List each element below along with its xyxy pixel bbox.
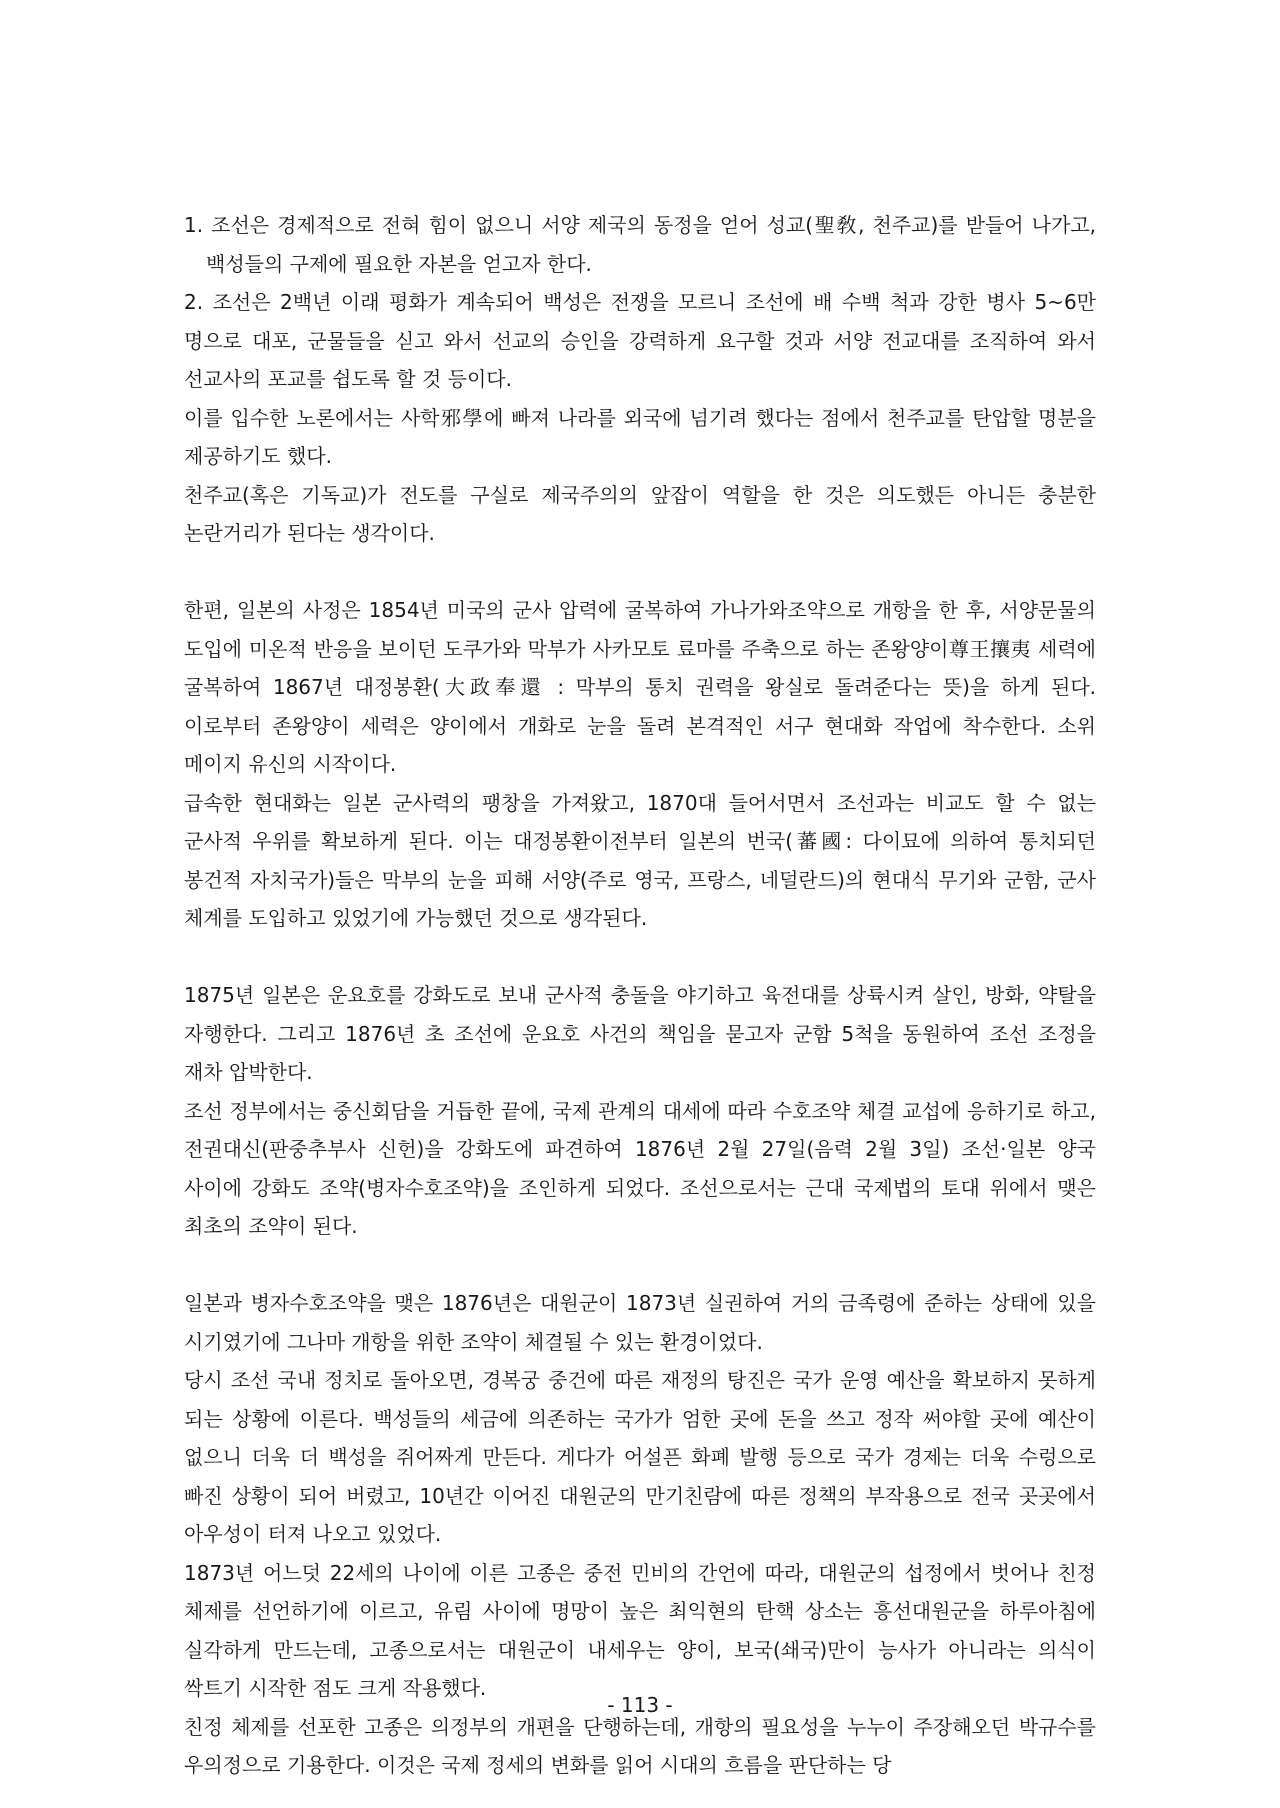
paragraph-gap — [184, 1246, 1096, 1285]
paragraph-item-2: 2. 조선은 2백년 이래 평화가 계속되어 백성은 전쟁을 모르니 조선에 배 수백 척과 강한 병사 5~6만 명으로 대포, 군물들을 싣고 와서 선교의 승인을 강력하게 요구할 것과 서양 전교대를 조직하여 와서 선교사의 포교를 쉽도록 할 것 등이다. — [184, 290, 1096, 391]
paragraph: 일본과 병자수호조약을 맺은 1876년은 대원군이 1873년 실권하여 거의 금족령에 준하는 상태에 있을 시기였기에 그나마 개항을 위한 조약이 체결될 수 있는 환경이었다. — [184, 1291, 1096, 1354]
paragraph: 이를 입수한 노론에서는 사학邪學에 빠져 나라를 외국에 넘기려 했다는 점에서 천주교를 탄압할 명분을 제공하기도 했다. — [184, 405, 1096, 468]
paragraph: 1875년 일본은 운요호를 강화도로 보내 군사적 충돌을 야기하고 육전대를 상륙시켜 살인, 방화, 약탈을 자행한다. 그리고 1876년 초 조선에 운요호 사건의 책임을 묻고자 군함 5척을 동원하여 조선 조정을 재차 압박한다. — [184, 983, 1096, 1084]
paragraph: 급속한 현대화는 일본 군사력의 팽창을 가져왔고, 1870대 들어서면서 조선과는 비교도 할 수 없는 군사적 우위를 확보하게 된다. 이는 대정봉환이전부터 일본의 번국(蕃國: 다이묘에 의하여 통치되던 봉건적 자치국가)들은 막부의 눈을 피해 서양(주로 영국, 프랑스, 네덜란드)의 현대식 무기와 군함, 군사 체계를 도입하고 있었기에 가능했던 것으로 생각된다. — [184, 790, 1096, 930]
page-number: - 113 - — [607, 1693, 673, 1717]
paragraph-gap — [184, 938, 1096, 977]
paragraph: 당시 조선 국내 정치로 돌아오면, 경복궁 중건에 따른 재정의 탕진은 국가 운영 예산을 확보하지 못하게 되는 상황에 이른다. 백성들의 세금에 의존하는 국가가 엄한 곳에 돈을 쓰고 정작 써야할 곳에 예산이 없으니 더욱 더 백성을 쥐어짜게 만든다. 게다가 어설픈 화폐 발행 등으로 국가 경제는 더욱 수렁으로 빠진 상황이 되어 버렸고, 10년간 이어진 대원군의 만기친람에 따른 정책의 부작용으로 전국 곳곳에서 아우성이 터져 나오고 있었다. — [184, 1368, 1096, 1546]
paragraph: 조선 정부에서는 중신회담을 거듭한 끝에, 국제 관계의 대세에 따라 수호조약 체결 교섭에 응하기로 하고, 전권대신(판중추부사 신헌)을 강화도에 파견하여 1876년 2월 27일(음력 2월 3일) 조선·일본 양국 사이에 강화도 조약(병자수호조약)을 조인하게 되었다. 조선으로서는 근대 국제법의 토대 위에서 맺은 최초의 조약이 된다. — [184, 1098, 1096, 1238]
paragraph-gap — [184, 553, 1096, 592]
paragraph: 한편, 일본의 사정은 1854년 미국의 군사 압력에 굴복하여 가나가와조약으로 개항을 한 후, 서양문물의 도입에 미온적 반응을 보이던 도쿠가와 막부가 사카모토 료마를 주축으로 하는 존왕양이尊王攘夷 세력에 굴복하여 1867년 대정봉환(大政奉還 : 막부의 통치 권력을 왕실로 돌려준다는 뜻)을 하게 된다. 이로부터 존왕양이 세력은 양이에서 개화로 눈을 돌려 본격적인 서구 현대화 작업에 착수한다. 소위 메이지 유신의 시작이다. — [184, 598, 1096, 776]
paragraph: 친정 체제를 선포한 고종은 의정부의 개편을 단행하는데, 개항의 필요성을 누누이 주장해오던 박규수를 우의정으로 기용한다. 이것은 국제 정세의 변화를 읽어 시대의 흐름을 판단하는 당 — [184, 1714, 1096, 1777]
paragraph-item-1: 1. 조선은 경제적으로 전혀 힘이 없으니 서양 제국의 동정을 얻어 성교(聖敎, 천주교)를 받들어 나가고, 백성들의 구제에 필요한 자본을 얻고자 한다. — [184, 213, 1096, 276]
paragraph: 천주교(혹은 기독교)가 전도를 구실로 제국주의의 앞잡이 역할을 한 것은 의도했든 아니든 충분한 논란거리가 된다는 생각이다. — [184, 482, 1096, 545]
paragraph: 1873년 어느덧 22세의 나이에 이른 고종은 중전 민비의 간언에 따라, 대원군의 섭정에서 벗어나 친정 체제를 선언하기에 이르고, 유림 사이에 명망이 높은 최익현의 탄핵 상소는 흥선대원군을 하루아침에 실각하게 만드는데, 고종으로서는 대원군이 내세우는 양이, 보국(쇄국)만이 능사가 아니라는 의식이 싹트기 시작한 점도 크게 작용했다. — [184, 1560, 1096, 1700]
body-text — [184, 206, 1096, 1785]
